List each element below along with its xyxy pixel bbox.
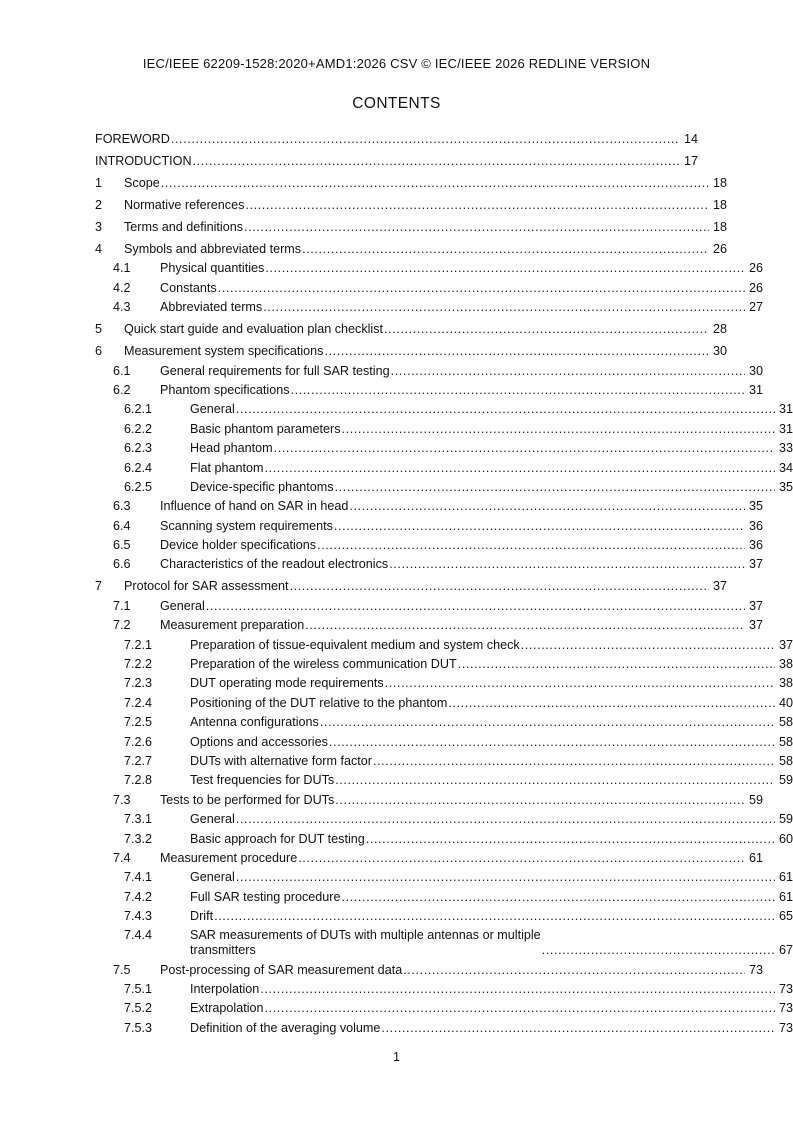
toc-page-number: 18 — [712, 198, 727, 212]
toc-section-title: Post-processing of SAR measurement data — [160, 962, 403, 977]
toc-page-number: 36 — [748, 538, 763, 553]
toc-section-title: Characteristics of the readout electronics — [160, 557, 389, 572]
toc-page-number: 35 — [748, 499, 763, 514]
toc-section-number: 7.2.6 — [124, 734, 153, 749]
dot-leader — [389, 557, 745, 572]
toc-page-number: 61 — [748, 850, 763, 865]
toc-section-number: 6.4 — [113, 518, 131, 533]
toc-entry[interactable] — [95, 398, 793, 417]
toc-section-number: 7.2.3 — [124, 676, 153, 691]
toc-section-title: Symbols and abbreviated terms — [124, 242, 302, 256]
table-of-contents — [95, 125, 793, 1036]
toc-page-number: 37 — [778, 637, 793, 652]
toc-section-title: FOREWORD — [95, 132, 170, 146]
toc-section-number: 6.2.4 — [124, 460, 153, 475]
toc-page-number: 67 — [778, 943, 793, 958]
toc-page-number: 59 — [778, 773, 793, 788]
toc-section-number: 7.2.5 — [124, 715, 153, 730]
dot-leader — [265, 1001, 775, 1016]
toc-section-title: Extrapolation — [190, 1001, 264, 1016]
toc-page-number: 36 — [748, 518, 763, 533]
toc-entry[interactable] — [95, 885, 793, 904]
toc-section-title-continued: transmitters — [190, 943, 256, 958]
toc-entry[interactable] — [95, 769, 793, 788]
dot-leader — [214, 909, 775, 924]
toc-section-number: 7.2.4 — [124, 695, 153, 710]
dot-leader — [381, 1021, 775, 1036]
toc-section-number: 7.5.3 — [124, 1020, 153, 1035]
toc-page-number: 73 — [778, 1001, 793, 1016]
toc-page-number: 28 — [712, 322, 727, 337]
dot-leader — [260, 982, 775, 997]
toc-section-number: 1 — [95, 176, 103, 190]
toc-page-number: 35 — [778, 479, 793, 494]
toc-section-title: Tests to be performed for DUTs — [160, 792, 335, 807]
dot-leader — [302, 242, 709, 257]
toc-page-number: 33 — [778, 441, 793, 456]
toc-section-title: Scope — [124, 176, 160, 190]
toc-page-number: 40 — [778, 695, 793, 710]
dot-leader — [542, 943, 775, 958]
toc-section-title: Measurement system specifications — [124, 344, 324, 359]
toc-section-number: 7.2 — [113, 618, 131, 633]
toc-section-number: 4.2 — [113, 280, 131, 295]
dot-leader — [171, 132, 680, 147]
dot-leader — [329, 735, 775, 750]
toc-entry[interactable] — [95, 847, 763, 866]
toc-section-title: Interpolation — [190, 981, 260, 996]
dot-leader — [349, 499, 745, 514]
dot-leader — [236, 402, 775, 417]
dot-leader — [366, 832, 775, 847]
toc-page-number: 38 — [778, 657, 793, 672]
toc-section-number: 6.5 — [113, 538, 131, 553]
toc-page-number: 26 — [748, 261, 763, 276]
toc-entry[interactable] — [95, 633, 793, 652]
toc-section-number: 4.3 — [113, 300, 131, 315]
toc-section-title: Terms and definitions — [124, 220, 244, 234]
dot-leader — [342, 890, 776, 905]
dot-leader — [274, 441, 775, 456]
toc-entry[interactable] — [95, 191, 727, 213]
toc-entry[interactable] — [95, 808, 793, 827]
toc-page-number: 37 — [748, 557, 763, 572]
dot-leader — [385, 676, 775, 691]
toc-section-title: Device holder specifications — [160, 538, 317, 553]
toc-section-title: Scanning system requirements — [160, 518, 333, 533]
toc-page-number: 26 — [748, 280, 763, 295]
toc-page-number: 30 — [748, 363, 763, 378]
toc-entry[interactable] — [95, 495, 763, 514]
toc-section-title: Measurement preparation — [160, 618, 305, 633]
toc-section-title: Preparation of tissue-equivalent medium and system check — [190, 637, 520, 652]
dot-leader — [244, 220, 709, 235]
toc-entry[interactable] — [95, 750, 793, 769]
toc-entry[interactable] — [95, 711, 793, 730]
toc-entry[interactable] — [95, 572, 727, 594]
toc-section-title: Measurement procedure — [160, 850, 298, 865]
toc-section-title: Definition of the averaging volume — [190, 1020, 381, 1035]
toc-section-number: 7.4.1 — [124, 870, 153, 885]
toc-page-number: 34 — [778, 460, 793, 475]
toc-entry[interactable] — [95, 788, 763, 807]
toc-entry[interactable] — [95, 213, 727, 235]
toc-section-number: 7.1 — [113, 598, 131, 613]
toc-section-number: 7.2.8 — [124, 773, 153, 788]
toc-section-number: 6.2.5 — [124, 479, 153, 494]
toc-entry[interactable] — [95, 997, 793, 1016]
toc-section-number: 6.2.1 — [124, 402, 153, 417]
toc-section-title: DUT operating mode requirements — [190, 676, 384, 691]
dot-leader — [373, 754, 775, 769]
dot-leader — [521, 638, 775, 653]
toc-entry[interactable] — [95, 553, 763, 572]
toc-page-number: 58 — [778, 753, 793, 768]
toc-section-number: 7.4.4 — [124, 928, 153, 943]
toc-entry[interactable] — [95, 924, 793, 958]
dot-leader — [458, 657, 775, 672]
toc-section-number: 7.5.2 — [124, 1001, 153, 1016]
toc-section-title: INTRODUCTION — [95, 154, 192, 168]
toc-section-number: 7.2.7 — [124, 753, 153, 768]
dot-leader — [448, 696, 775, 711]
toc-entry[interactable] — [95, 235, 727, 257]
toc-entry[interactable] — [95, 125, 698, 147]
dot-leader — [218, 281, 745, 296]
toc-page-number: 37 — [712, 579, 727, 594]
toc-entry[interactable] — [95, 905, 793, 924]
toc-page-number: 38 — [778, 676, 793, 691]
toc-section-title: Flat phantom — [190, 460, 264, 475]
toc-section-number: 6.6 — [113, 557, 131, 572]
toc-page-number: 37 — [748, 618, 763, 633]
toc-section-number: 7.5.1 — [124, 981, 153, 996]
toc-section-number: 5 — [95, 322, 103, 337]
dot-leader — [403, 963, 745, 978]
toc-page-number: 37 — [748, 598, 763, 613]
toc-entry[interactable] — [95, 730, 793, 749]
toc-page-number: 30 — [712, 344, 727, 359]
toc-entry[interactable] — [95, 437, 793, 456]
toc-section-title: Protocol for SAR assessment — [124, 579, 289, 594]
dot-leader — [245, 198, 709, 213]
toc-entry[interactable] — [95, 359, 763, 378]
toc-section-title: Phantom specifications — [160, 382, 290, 397]
toc-entry[interactable] — [95, 827, 793, 846]
toc-section-title: Test frequencies for DUTs — [190, 773, 335, 788]
toc-page-number: 60 — [778, 831, 793, 846]
toc-section-number: 7.5 — [113, 962, 131, 977]
toc-section-number: 6.3 — [113, 499, 131, 514]
toc-entry[interactable] — [95, 417, 793, 436]
toc-section-number: 7.2.1 — [124, 637, 153, 652]
toc-section-title: Options and accessories — [190, 734, 328, 749]
toc-section-number: 6.1 — [113, 363, 131, 378]
toc-entry[interactable] — [95, 1016, 793, 1035]
toc-section-title: General — [190, 870, 235, 885]
toc-section-title: General requirements for full SAR testing — [160, 363, 390, 378]
toc-section-number: 7.3.2 — [124, 831, 153, 846]
dot-leader — [291, 383, 745, 398]
toc-section-title: Abbreviated terms — [160, 300, 263, 315]
dot-leader — [206, 599, 745, 614]
toc-entry[interactable] — [95, 594, 763, 613]
toc-entry[interactable] — [95, 614, 763, 633]
dot-leader — [342, 422, 776, 437]
toc-entry[interactable] — [95, 978, 793, 997]
toc-entry[interactable] — [95, 337, 727, 359]
toc-section-title: Full SAR testing procedure — [190, 889, 341, 904]
toc-section-number: 6.2 — [113, 382, 131, 397]
toc-page-number: 61 — [778, 870, 793, 885]
toc-section-title: Drift — [190, 909, 214, 924]
toc-section-title: Device-specific phantoms — [190, 479, 334, 494]
toc-section-number: 7.4.3 — [124, 909, 153, 924]
toc-entry[interactable] — [95, 476, 793, 495]
toc-entry[interactable] — [95, 672, 793, 691]
toc-section-title: Quick start guide and evaluation plan checklist — [124, 322, 384, 337]
toc-section-title: Basic phantom parameters — [190, 421, 341, 436]
toc-section-title: Physical quantities — [160, 261, 265, 276]
toc-section-number: 2 — [95, 198, 103, 212]
toc-section-number: 7.3 — [113, 792, 131, 807]
toc-entry[interactable] — [95, 257, 763, 276]
toc-page-number: 58 — [778, 715, 793, 730]
toc-entry[interactable] — [95, 147, 698, 169]
toc-section-title: General — [190, 812, 235, 827]
toc-page-number: 14 — [683, 132, 698, 146]
toc-section-title: Influence of hand on SAR in head — [160, 499, 349, 514]
toc-section-number: 7.3.1 — [124, 812, 153, 827]
toc-page-number: 27 — [748, 300, 763, 315]
toc-entry[interactable] — [95, 691, 793, 710]
toc-section-title: Positioning of the DUT relative to the phantom — [190, 695, 448, 710]
dot-leader — [391, 364, 745, 379]
toc-section-number: 6.2.3 — [124, 441, 153, 456]
toc-section-title: DUTs with alternative form factor — [190, 753, 372, 768]
toc-section-title: Preparation of the wireless communication DUT — [190, 657, 457, 672]
toc-entry[interactable] — [95, 514, 763, 533]
toc-section-number: 4 — [95, 242, 103, 256]
toc-page-number: 73 — [778, 1020, 793, 1035]
toc-entry[interactable] — [95, 315, 727, 337]
toc-section-title: SAR measurements of DUTs with multiple antennas or multiple — [190, 928, 541, 943]
dot-leader — [384, 322, 709, 337]
toc-section-number: 6 — [95, 344, 103, 359]
dot-leader — [335, 773, 775, 788]
toc-page-number: 58 — [778, 734, 793, 749]
toc-page-number: 31 — [748, 382, 763, 397]
toc-section-title: Constants — [160, 280, 217, 295]
toc-entry[interactable] — [95, 866, 793, 885]
toc-entry[interactable] — [95, 169, 727, 191]
dot-leader — [334, 519, 745, 534]
document-header: IEC/IEEE 62209-1528:2020+AMD1:2026 CSV © IEC/IEEE 2026 REDLINE VERSION — [142, 56, 651, 71]
dot-leader — [324, 344, 709, 359]
toc-section-number: 4.1 — [113, 261, 131, 276]
toc-section-number: 7.2.2 — [124, 657, 153, 672]
dot-leader — [161, 176, 709, 191]
dot-leader — [236, 812, 775, 827]
toc-page-number: 73 — [778, 981, 793, 996]
toc-page-number: 59 — [778, 812, 793, 827]
dot-leader — [298, 851, 745, 866]
dot-leader — [236, 870, 775, 885]
toc-section-title: Basic approach for DUT testing — [190, 831, 365, 846]
toc-section-number: 7 — [95, 579, 103, 594]
toc-entry[interactable] — [95, 534, 763, 553]
toc-page-number: 18 — [712, 220, 727, 234]
toc-entry[interactable] — [95, 456, 793, 475]
toc-page-number: 59 — [748, 792, 763, 807]
toc-page-number: 65 — [778, 909, 793, 924]
dot-leader — [335, 793, 745, 808]
toc-section-title: Antenna configurations — [190, 715, 319, 730]
toc-section-title: General — [160, 598, 205, 613]
toc-entry[interactable] — [95, 379, 763, 398]
toc-page-number: 17 — [683, 154, 698, 168]
toc-entry[interactable] — [95, 653, 793, 672]
dot-leader — [265, 461, 775, 476]
dot-leader — [305, 618, 745, 633]
toc-section-number: 3 — [95, 220, 103, 234]
toc-section-number: 7.4 — [113, 850, 131, 865]
dot-leader — [335, 480, 776, 495]
toc-page-number: 61 — [778, 889, 793, 904]
page-title: CONTENTS — [352, 95, 441, 112]
toc-section-title: Head phantom — [190, 441, 273, 456]
dot-leader — [193, 154, 680, 169]
toc-entry[interactable] — [95, 958, 763, 977]
dot-leader — [289, 579, 709, 594]
toc-entry[interactable] — [95, 296, 763, 315]
toc-page-number: 31 — [778, 421, 793, 436]
toc-page-number: 18 — [712, 176, 727, 190]
toc-section-title: General — [190, 402, 235, 417]
dot-leader — [265, 261, 745, 276]
toc-page-number: 73 — [748, 962, 763, 977]
toc-entry[interactable] — [95, 276, 763, 295]
toc-section-number: 7.4.2 — [124, 889, 153, 904]
toc-page-number: 31 — [778, 402, 793, 417]
toc-section-title: Normative references — [124, 198, 245, 212]
dot-leader — [317, 538, 745, 553]
page-number: 1 — [392, 1050, 400, 1064]
dot-leader — [263, 300, 745, 315]
dot-leader — [320, 715, 775, 730]
toc-page-number: 26 — [712, 242, 727, 256]
toc-section-number: 6.2.2 — [124, 421, 153, 436]
